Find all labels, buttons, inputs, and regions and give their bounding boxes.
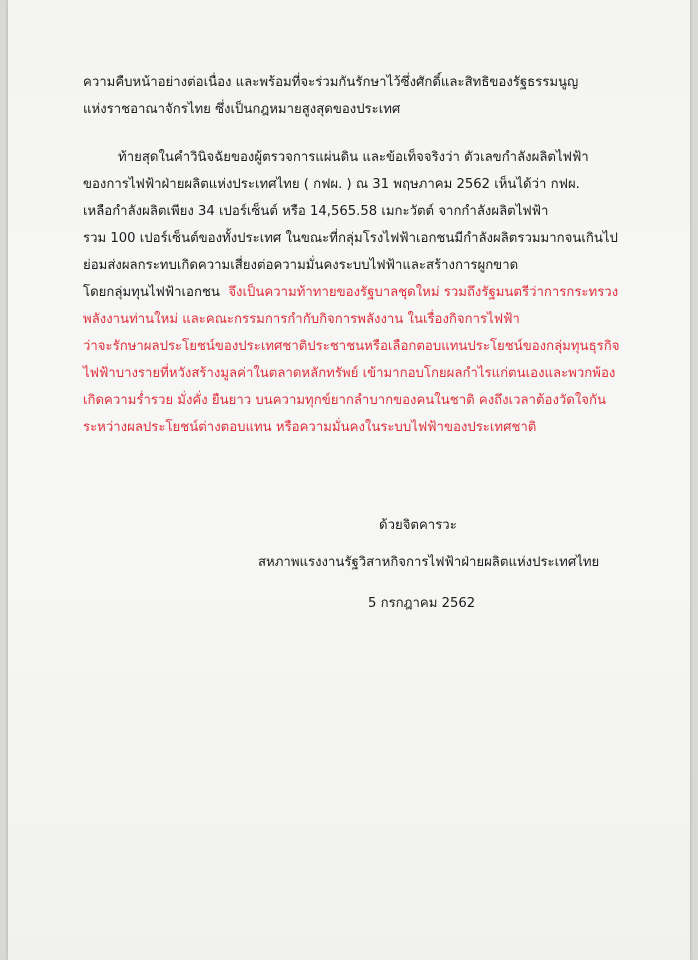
letter-date: 5 กรกฎาคม 2562 [368, 596, 476, 611]
paragraph-first-line: ท้ายสุดในคำวินิจฉัยของผู้ตรวจการแผ่นดิน และข้อเท็จจริงว่า ตัวเลขกำลังผลิตไฟฟ้า [118, 150, 589, 165]
highlighted-text-line: ไฟฟ้าบางรายที่หวังสร้างมูลค่าในตลาดหลักทรัพย์ เข้ามากอบโกยผลกำไรแก่ตนเองและพวกพ้อง [83, 366, 616, 381]
body-text-line: ย่อมส่งผลกระทบเกิดความเสี่ยงต่อความมั่นคงระบบไฟฟ้าและสร้างการผูกขาด [83, 258, 519, 273]
body-text-line: ของการไฟฟ้าฝ่ายผลิตแห่งประเทศไทย ( กฟผ. ) ณ 31 พฤษภาคม 2562 เห็นได้ว่า กฟผ. [83, 177, 580, 192]
body-text-line: ความคืบหน้าอย่างต่อเนื่อง และพร้อมที่จะร่วมกันรักษาไว้ซึ่งศักดิ์และสิทธิของรัฐธรรมนูญ [83, 75, 579, 90]
highlighted-text-line: ว่าจะรักษาผลประโยชน์ของประเทศชาติประชาชนหรือเลือกตอบแทนประโยชน์ของกลุ่มทุนธุรกิจ [83, 339, 620, 354]
mixed-text-line [83, 284, 690, 302]
body-text-line: แห่งราชอาณาจักรไทย ซึ่งเป็นกฎหมายสูงสุดของประเทศ [83, 102, 401, 117]
highlighted-text-line: เกิดความร่ำรวย มั่งคั่ง ยืนยาว บนความทุกข์ยากลำบากของคนในชาติ คงถึงเวลาต้องวัดใจกัน [83, 393, 607, 408]
highlighted-text-line: พลังงานท่านใหม่ และคณะกรรมการกำกับกิจการพลังงาน ในเรื่องกิจการไฟฟ้า [83, 312, 520, 327]
highlighted-text-segment: จึงเป็นความท้าทายของรัฐบาลชุดใหม่ รวมถึงรัฐมนตรีว่าการกระทรวง [228, 285, 619, 300]
document-page [8, 0, 690, 960]
highlighted-text-line: ระหว่างผลประโยชน์ต่างตอบแทน หรือความมั่นคงในระบบไฟฟ้าของประเทศชาติ [83, 420, 537, 435]
body-text-line: เหลือกำลังผลิตเพียง 34 เปอร์เซ็นต์ หรือ 14,565.58 เมกะวัตต์ จากกำลังผลิตไฟฟ้า [83, 204, 549, 219]
closing-salutation: ด้วยจิตคารวะ [379, 518, 457, 533]
body-text-segment: โดยกลุ่มทุนไฟฟ้าเอกชน [83, 285, 220, 300]
signatory-organization: สหภาพแรงงานรัฐวิสาหกิจการไฟฟ้าฝ่ายผลิตแห่งประเทศไทย [258, 555, 600, 570]
body-text-line: รวม 100 เปอร์เซ็นต์ของทั้งประเทศ ในขณะที่กลุ่มโรงไฟฟ้าเอกชนมีกำลังผลิตรวมมากจนเกินไป [83, 231, 618, 246]
